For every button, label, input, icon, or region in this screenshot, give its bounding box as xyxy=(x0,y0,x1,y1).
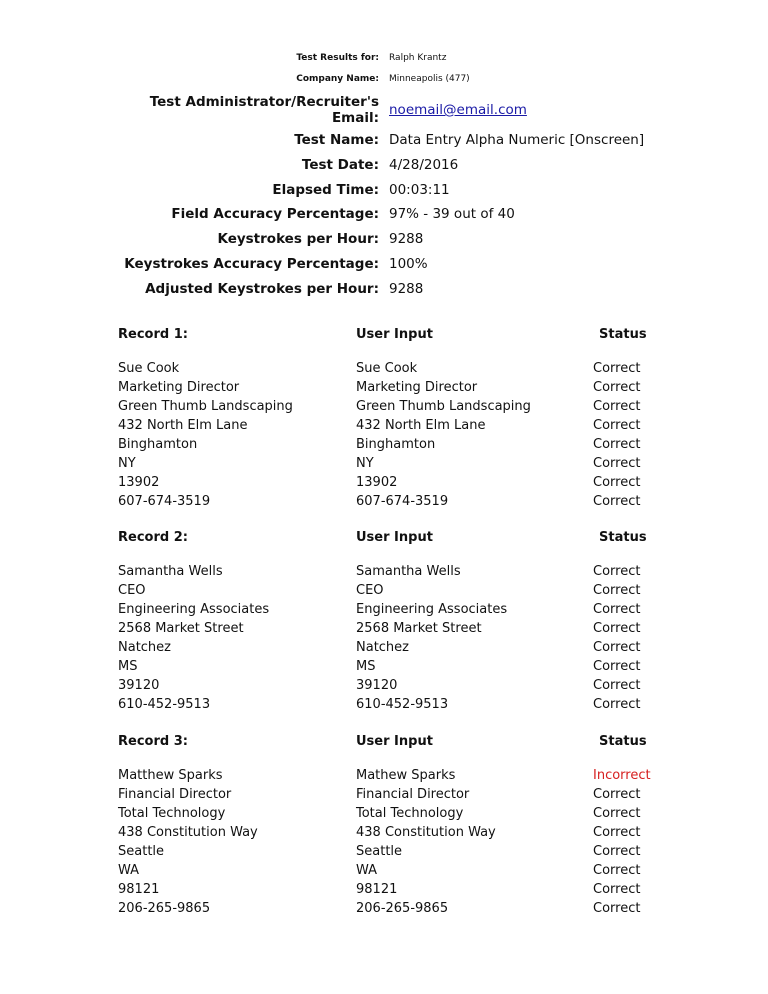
status-value: Correct xyxy=(593,418,641,433)
status-value: Correct xyxy=(593,494,641,509)
expected-value: Sue Cook xyxy=(118,361,180,376)
elapsed-time-label: Elapsed Time: xyxy=(272,182,379,198)
expected-value: NY xyxy=(118,456,136,471)
expected-value: 206-265-9865 xyxy=(118,901,211,916)
test-name-label: Test Name: xyxy=(294,132,379,148)
admin-email-link[interactable]: noemail@email.com xyxy=(389,102,527,118)
status-value: Correct xyxy=(593,475,641,490)
user-input-value: Mathew Sparks xyxy=(356,768,456,783)
status-column-header: Status xyxy=(599,734,647,749)
keystrokes-per-hour-row xyxy=(0,231,768,256)
user-input-value: Financial Director xyxy=(356,787,470,802)
field-accuracy-value: 97% - 39 out of 40 xyxy=(389,206,515,222)
adjusted-keystrokes-value: 9288 xyxy=(389,281,424,297)
test-date-label: Test Date: xyxy=(301,157,379,173)
record-row xyxy=(0,657,768,676)
test-results-for-value: Ralph Krantz xyxy=(389,53,447,63)
expected-value: 438 Constitution Way xyxy=(118,825,258,840)
record-row xyxy=(0,378,768,397)
expected-value: Total Technology xyxy=(118,806,226,821)
record-row xyxy=(0,473,768,492)
status-value: Correct xyxy=(593,564,641,579)
expected-value: Marketing Director xyxy=(118,380,240,395)
record-title: Record 1: xyxy=(118,327,188,342)
user-input-column-header: User Input xyxy=(356,530,433,545)
status-value: Correct xyxy=(593,697,641,712)
record-row xyxy=(0,581,768,600)
status-value: Correct xyxy=(593,640,641,655)
test-date-row xyxy=(0,157,768,182)
user-input-value: Marketing Director xyxy=(356,380,478,395)
user-input-value: 438 Constitution Way xyxy=(356,825,496,840)
record-header xyxy=(0,528,768,547)
field-accuracy-row xyxy=(0,206,768,231)
user-input-value: Sue Cook xyxy=(356,361,418,376)
user-input-value: Total Technology xyxy=(356,806,464,821)
record-row xyxy=(0,416,768,435)
record-row xyxy=(0,492,768,511)
expected-value: MS xyxy=(118,659,138,674)
expected-value: Green Thumb Landscaping xyxy=(118,399,293,414)
user-input-value: 98121 xyxy=(356,882,398,897)
expected-value: Financial Director xyxy=(118,787,232,802)
keystrokes-accuracy-value: 100% xyxy=(389,256,428,272)
record-row xyxy=(0,823,768,842)
user-input-value: Natchez xyxy=(356,640,409,655)
expected-value: 432 North Elm Lane xyxy=(118,418,248,433)
expected-value: Engineering Associates xyxy=(118,602,270,617)
user-input-value: 607-674-3519 xyxy=(356,494,449,509)
expected-value: 607-674-3519 xyxy=(118,494,211,509)
user-input-value: 206-265-9865 xyxy=(356,901,449,916)
admin-email-label-line1: Test Administrator/Recruiter's xyxy=(149,94,379,110)
user-input-value: 432 North Elm Lane xyxy=(356,418,486,433)
expected-value: Natchez xyxy=(118,640,171,655)
expected-value: Samantha Wells xyxy=(118,564,223,579)
elapsed-time-value: 00:03:11 xyxy=(389,182,450,198)
user-input-value: 39120 xyxy=(356,678,398,693)
status-value: Correct xyxy=(593,825,641,840)
record-row xyxy=(0,562,768,581)
user-input-value: NY xyxy=(356,456,374,471)
status-value: Correct xyxy=(593,787,641,802)
status-value: Correct xyxy=(593,361,641,376)
expected-value: WA xyxy=(118,863,140,878)
expected-value: 13902 xyxy=(118,475,160,490)
record-title: Record 2: xyxy=(118,530,188,545)
keystrokes-accuracy-row xyxy=(0,256,768,281)
admin-email-label-line2: Email: xyxy=(331,110,379,126)
user-input-value: WA xyxy=(356,863,378,878)
user-input-value: CEO xyxy=(356,583,384,598)
status-value: Correct xyxy=(593,678,641,693)
record-row xyxy=(0,899,768,918)
status-value: Correct xyxy=(593,863,641,878)
test-name-row xyxy=(0,132,768,157)
status-value: Incorrect xyxy=(593,768,651,783)
keystrokes-per-hour-value: 9288 xyxy=(389,231,424,247)
admin-email-label xyxy=(150,94,379,126)
user-input-value: Samantha Wells xyxy=(356,564,461,579)
user-input-value: Binghamton xyxy=(356,437,436,452)
user-input-value: Green Thumb Landscaping xyxy=(356,399,531,414)
status-value: Correct xyxy=(593,844,641,859)
expected-value: CEO xyxy=(118,583,146,598)
admin-email-row xyxy=(0,94,768,126)
expected-value: 98121 xyxy=(118,882,160,897)
expected-value: 39120 xyxy=(118,678,160,693)
status-column-header: Status xyxy=(599,530,647,545)
status-value: Correct xyxy=(593,659,641,674)
record-row xyxy=(0,676,768,695)
expected-value: 610-452-9513 xyxy=(118,697,211,712)
expected-value: Binghamton xyxy=(118,437,198,452)
record-row xyxy=(0,359,768,378)
user-input-value: MS xyxy=(356,659,376,674)
user-input-value: Engineering Associates xyxy=(356,602,508,617)
user-input-value: 610-452-9513 xyxy=(356,697,449,712)
company-name-label: Company Name: xyxy=(296,74,379,84)
test-results-for-label: Test Results for: xyxy=(296,53,379,63)
status-value: Correct xyxy=(593,621,641,636)
status-value: Correct xyxy=(593,806,641,821)
adjusted-keystrokes-label: Adjusted Keystrokes per Hour: xyxy=(145,281,379,297)
record-row xyxy=(0,804,768,823)
status-value: Correct xyxy=(593,380,641,395)
status-column-header: Status xyxy=(599,327,647,342)
record-row xyxy=(0,695,768,714)
keystrokes-accuracy-label: Keystrokes Accuracy Percentage: xyxy=(124,256,379,272)
user-input-value: 13902 xyxy=(356,475,398,490)
company-name-value: Minneapolis (477) xyxy=(389,74,470,84)
field-accuracy-label: Field Accuracy Percentage: xyxy=(171,206,379,222)
user-input-column-header: User Input xyxy=(356,734,433,749)
expected-value: Seattle xyxy=(118,844,165,859)
status-value: Correct xyxy=(593,437,641,452)
test-date-value: 4/28/2016 xyxy=(389,157,459,173)
status-value: Correct xyxy=(593,583,641,598)
record-header xyxy=(0,325,768,344)
company-name-row xyxy=(0,71,768,96)
record-header xyxy=(0,732,768,751)
record-row xyxy=(0,397,768,416)
record-row xyxy=(0,766,768,785)
status-value: Correct xyxy=(593,456,641,471)
record-row xyxy=(0,619,768,638)
record-row xyxy=(0,638,768,657)
record-row xyxy=(0,600,768,619)
record-row xyxy=(0,842,768,861)
expected-value: 2568 Market Street xyxy=(118,621,244,636)
keystrokes-per-hour-label: Keystrokes per Hour: xyxy=(217,231,379,247)
expected-value: Matthew Sparks xyxy=(118,768,223,783)
status-value: Correct xyxy=(593,602,641,617)
record-row xyxy=(0,435,768,454)
status-value: Correct xyxy=(593,882,641,897)
test-name-value: Data Entry Alpha Numeric [Onscreen] xyxy=(389,132,645,148)
record-row xyxy=(0,454,768,473)
user-input-column-header: User Input xyxy=(356,327,433,342)
user-input-value: Seattle xyxy=(356,844,403,859)
record-row xyxy=(0,785,768,804)
record-row xyxy=(0,880,768,899)
status-value: Correct xyxy=(593,901,641,916)
elapsed-time-row xyxy=(0,182,768,207)
status-value: Correct xyxy=(593,399,641,414)
record-title: Record 3: xyxy=(118,734,188,749)
record-row xyxy=(0,861,768,880)
adjusted-keystrokes-row xyxy=(0,281,768,306)
user-input-value: 2568 Market Street xyxy=(356,621,482,636)
